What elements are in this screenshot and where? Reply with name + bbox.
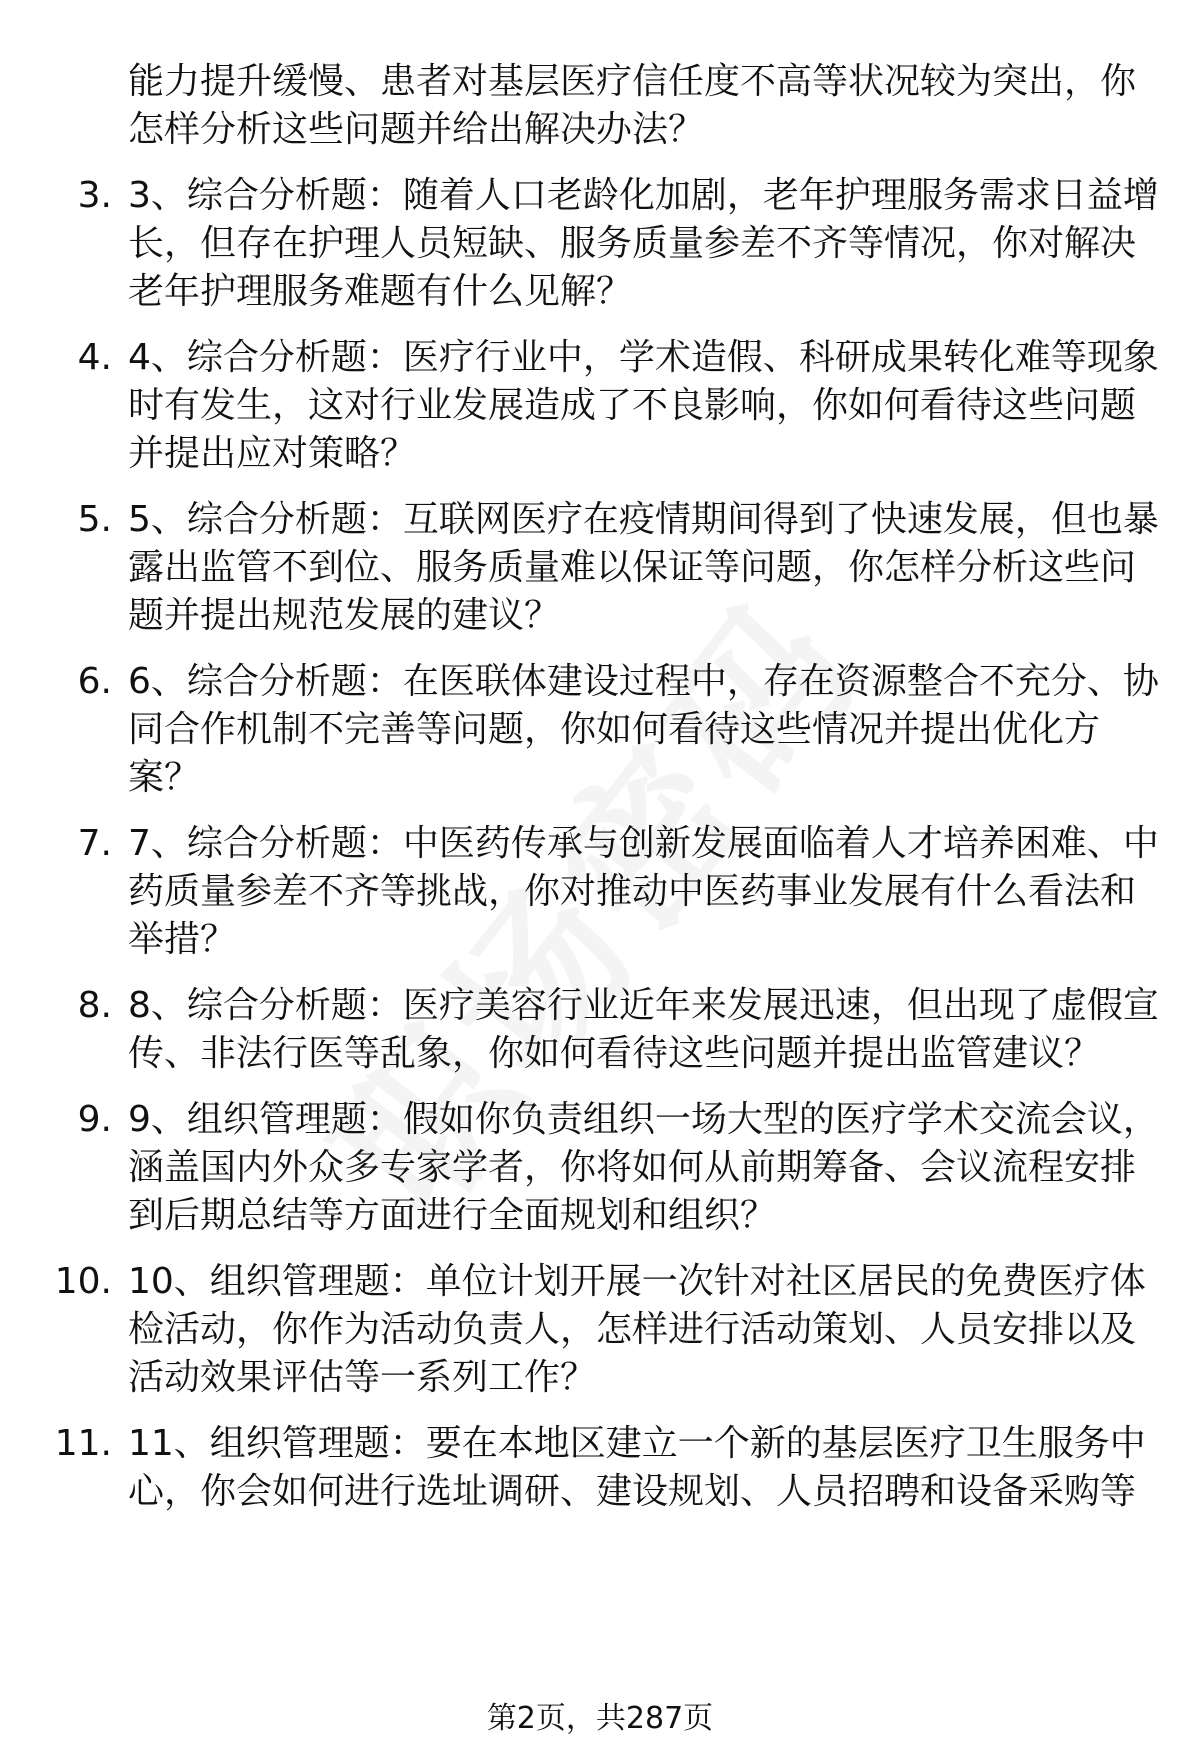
list-item: [0, 58, 1200, 154]
item-text: 10、组织管理题：单位计划开展一次针对社区居民的免费医疗体检活动，你作为活动负责人，怎样进行活动策划、人员安排以及活动效果评估等一系列工作？: [128, 1261, 1146, 1398]
list-item: [0, 1420, 1200, 1516]
item-number: 7.: [77, 823, 112, 864]
page-footer: 第2页，共287页: [486, 1701, 714, 1736]
item-text: 3、综合分析题：随着人口老龄化加剧，老年护理服务需求日益增长，但存在护理人员短缺、服务质量参差不齐等情况，你对解决老年护理服务难题有什么见解？: [128, 175, 1159, 312]
list-item: [0, 658, 1200, 802]
item-number: 6.: [77, 661, 112, 702]
list-item: [0, 1258, 1200, 1402]
list-item: [0, 820, 1200, 964]
item-number: 9.: [77, 1099, 112, 1140]
item-text: 8、综合分析题：医疗美容行业近年来发展迅速，但出现了虚假宣传、非法行医等乱象，你如何看待这些问题并提出监管建议？: [128, 985, 1159, 1074]
item-text: 4、综合分析题：医疗行业中，学术造假、科研成果转化难等现象时有发生，这对行业发展造成了不良影响，你如何看待这些问题并提出应对策略？: [128, 337, 1159, 474]
list-item: [0, 496, 1200, 640]
item-text: 能力提升缓慢、患者对基层医疗信任度不高等状况较为突出，你怎样分析这些问题并给出解决办法？: [128, 61, 1137, 150]
item-number: 4.: [77, 337, 112, 378]
list-item: [0, 172, 1200, 316]
list-item: [0, 982, 1200, 1078]
item-number: 5.: [77, 499, 112, 540]
item-number: 3.: [77, 175, 112, 216]
item-number: 8.: [77, 985, 112, 1026]
item-text: 5、综合分析题：互联网医疗在疫情期间得到了快速发展，但也暴露出监管不到位、服务质量难以保证等问题，你怎样分析这些问题并提出规范发展的建议？: [128, 499, 1159, 636]
item-text: 11、组织管理题：要在本地区建立一个新的基层医疗卫生服务中心，你会如何进行选址调研、建设规划、人员招聘和设备采购等: [128, 1423, 1146, 1512]
list-item: [0, 1096, 1200, 1240]
item-number: 10.: [54, 1261, 112, 1302]
list-item: [0, 334, 1200, 478]
item-text: 6、综合分析题：在医联体建设过程中，存在资源整合不充分、协同合作机制不完善等问题，你如何看待这些情况并提出优化方案？: [128, 661, 1159, 798]
item-text: 7、综合分析题：中医药传承与创新发展面临着人才培养困难、中药质量参差不齐等挑战，你对推动中医药事业发展有什么看法和举措？: [128, 823, 1159, 960]
item-number: 11.: [54, 1423, 112, 1464]
item-text: 9、组织管理题：假如你负责组织一场大型的医疗学术交流会议，涵盖国内外众多专家学者，你将如何从前期筹备、会议流程安排到后期总结等方面进行全面规划和组织？: [128, 1099, 1159, 1236]
